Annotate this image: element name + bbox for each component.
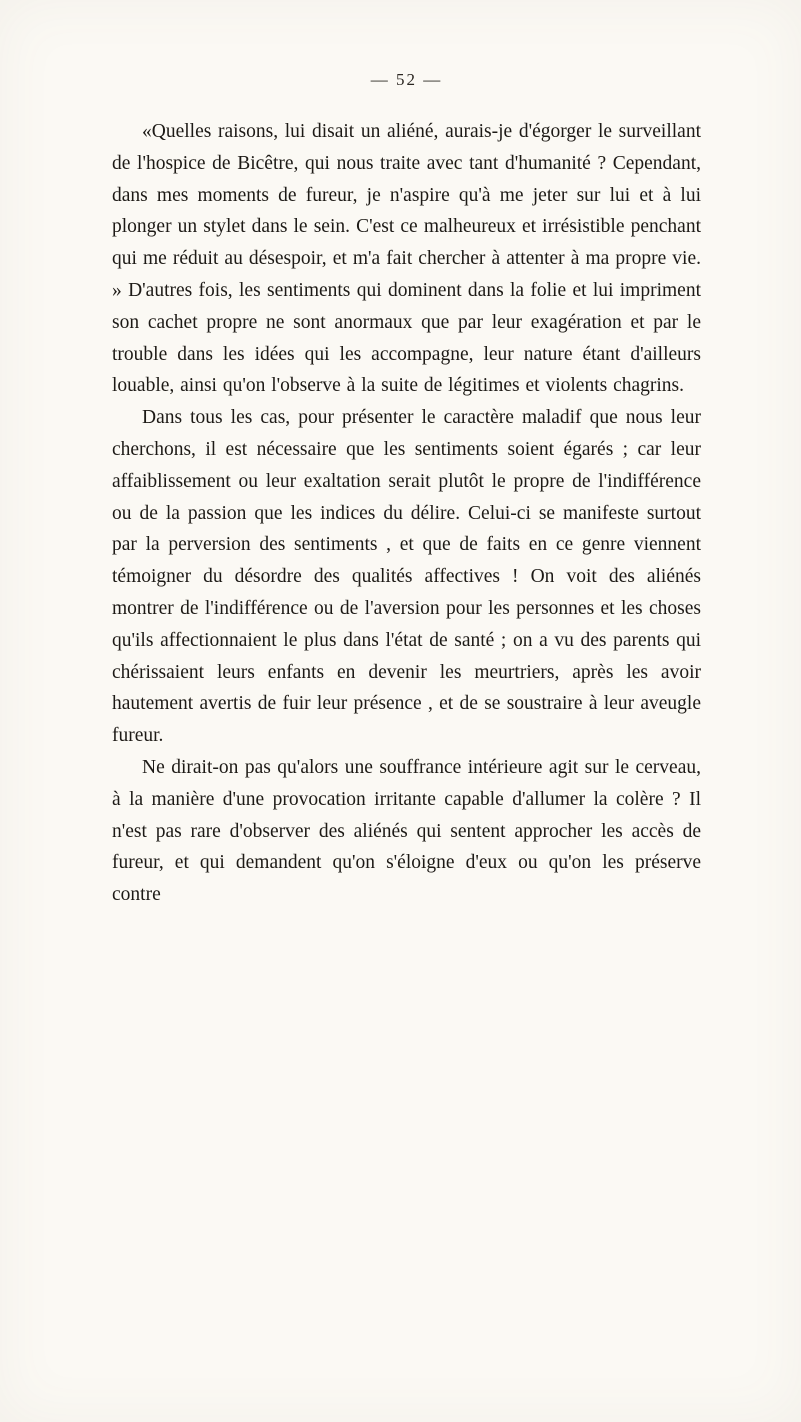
paragraph-souffrance-interieure: Ne dirait-on pas qu'alors une souffrance intérieure agit sur le cerveau, à la manière d'une provocation irritante capable d'allumer la colère ? Il n'est pas rare d'observer des aliénés qui sentent approcher les accès de fureur, et qui demandent qu'on s'éloigne d'eux ou qu'on les préserve contre [112,756,701,906]
page-text [112,116,701,911]
page-number-header: — 52 — [370,70,443,89]
paragraph-quote-alienated: «Quelles raisons, lui disait un aliéné, aurais-je d'égorger le surveillant de l'hospice de Bicêtre, qui nous traite avec tant d'humanité ? Cependant, dans mes moments de fureur, je n'aspire qu'à me jeter sur lui et à lui plonger un stylet dans le sein. C'est ce malheureux et irrésistible penchant qui me réduit au désespoir, et m'a fait chercher à attenter à ma propre vie. » D'autres fois, les sentiments qui dominent dans la folie et lui impriment son cachet propre ne sont anormaux que par leur exagération et par le trouble dans les idées qui les accompagne, leur nature étant d'ailleurs louable, ainsi qu'on l'observe à la suite de légitimes et violents chagrins. [112,121,701,397]
paragraph-sentiments-egarés: Dans tous les cas, pour présenter le caractère maladif que nous leur cherchons, il est nécessaire que les sentiments soient égarés ; car leur affaiblissement ou leur exaltation serait plutôt le propre de l'indifférence ou de la passion que les indices du délire. Celui-ci se manifeste surtout par la perversion des sentiments , et que de faits en ce genre viennent témoigner du désordre des qualités affectives ! On voit des aliénés montrer de l'indifférence ou de l'aversion pour les personnes et les choses qu'ils affectionnaient le plus dans l'état de santé ; on a vu des parents qui chérissaient leurs enfants en devenir les meurtriers, après les avoir hautement avertis de fuir leur présence , et de se soustraire à leur aveugle fureur. [112,407,701,747]
